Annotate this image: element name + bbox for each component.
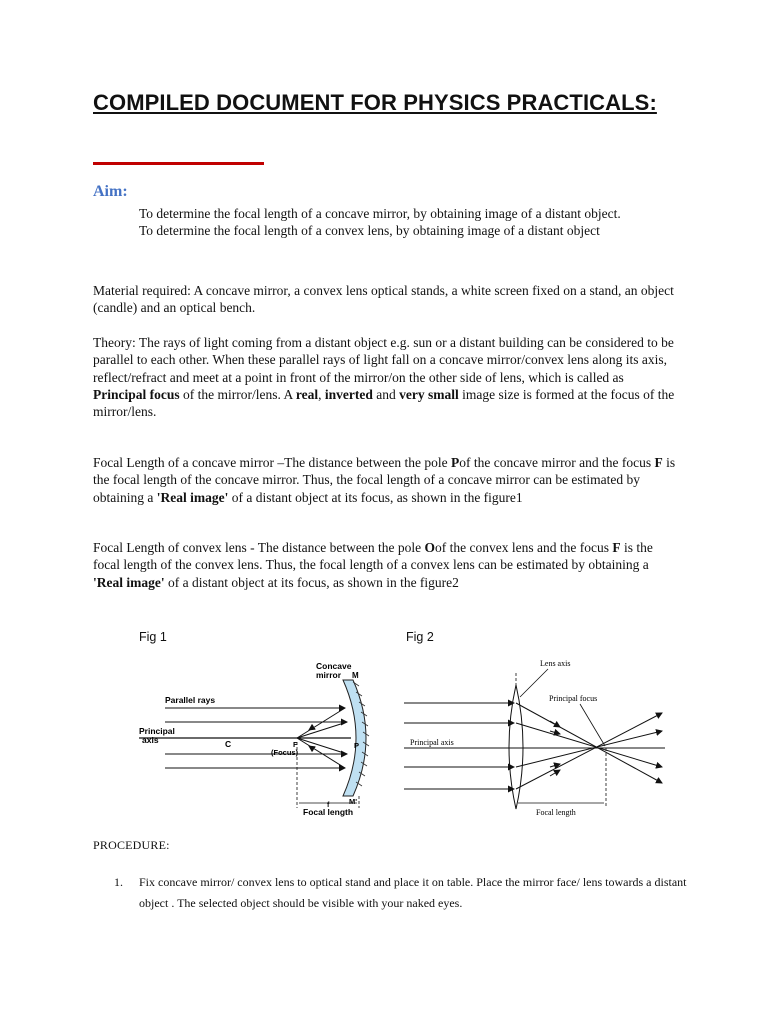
fig2-refracted-ray [516,731,662,767]
fig1-reflected-ray [297,708,345,738]
fig1-reflected-ray [297,738,345,768]
mirror-bold-term: F [654,455,663,470]
procedure-heading: PROCEDURE: [93,838,170,852]
fig2-refracted-ray [516,723,662,767]
lens-text: is the focal length of the convex lens. Thus, the focal length of a convex lens can be estimated by obtaining a [93,540,653,573]
fig1-focus-label: (Focus) [271,748,299,757]
fig1-c-label: C [225,739,232,749]
fig2-principal-axis-label: Principal axis [410,738,454,747]
fig1-axis-label: axis [142,735,159,745]
theory-text: , [318,386,325,402]
lens-bold-term: O [424,540,436,555]
aim-label: Aim: [93,183,128,200]
mirror-text: is the focal length of the concave mirror. Thus, the focal length of a concave mirror can be estimated by obtaining a [93,455,676,505]
mirror-text: of the concave mirror and the focus [459,455,655,470]
fig1-concave-label: Concave [316,661,352,671]
aim-item: To determine the focal length of a convex lens, by obtaining image of a distant object [139,223,600,239]
mirror-bold-term: 'Real image' [156,489,229,505]
fig1-reflected-ray [297,738,347,754]
fig1-parallel-rays-label: Parallel rays [165,695,216,705]
theory-text: image size is formed at the focus of the mirror/lens. [93,386,675,420]
fig1-m-bottom-label: M' [349,797,358,806]
lens-text: Focal Length of convex lens - The distance between the pole [93,540,425,555]
fig1-f-label: F [293,740,298,749]
convex-lens-diagram [400,655,668,821]
aim-item: To determine the focal length of a concave mirror, by obtaining image of a distant object. [139,206,621,221]
theory-bold-term: Principal focus [93,386,180,402]
document-title: COMPILED DOCUMENT FOR PHYSICS PRACTICALS: [93,90,657,115]
lens-text: of the convex lens and the focus [435,540,613,555]
convex-lens-shape [509,685,523,809]
mirror-text: Focal Length of a concave mirror –The distance between the pole [93,455,451,470]
aim-list [139,205,699,240]
fig1-m-top-label: M [352,671,359,680]
concave-mirror-diagram [137,658,377,818]
fig1-f-small-label: f [327,802,330,809]
theory-text: and [372,386,400,402]
theory-text: Theory: The rays of light coming from a distant object e.g. sun or a distant building can be considered to be parallel to each other. When these parallel rays of light fall on a concave mirror/convex lens along its axis, reflect/refract and meet at a point in front of the mirror/on the other side of lens, which is called as [93,335,674,385]
theory-bold-term: real [295,386,319,402]
lens-bold-term: F [612,540,621,555]
fig1-focal-length-label: Focal length [303,807,354,817]
fig2-focal-length-label: Focal length [536,808,576,817]
material-paragraph: Material required: A concave mirror, a convex lens optical stands, a white screen fixed on a stand, an object (candle) and an optical bench. [93,283,674,316]
procedure-step-number: 1. [114,875,123,889]
fig2-label-pointer [520,669,548,697]
theory-bold-term: inverted [324,386,373,402]
procedure-step-text: Fix concave mirror/ convex lens to optical stand and place it on table. Place the mirror face/ lens towards a distant object . The selected object should be visible with your naked eyes. [139,875,687,910]
fig1-principal-label: Principal [139,726,175,736]
lens-text: of a distant object at its focus, as shown in the figure2 [164,574,459,590]
mirror-bold-term: P [450,455,460,470]
fig2-lens-axis-label: Lens axis [540,659,571,668]
theory-text: of the mirror/lens. A [179,386,296,402]
fig2-refracted-ray [516,703,662,783]
title-underline-rule [93,162,264,165]
fig1-p-label: P [354,741,360,750]
lens-focal-length-paragraph [93,539,679,591]
figure-1-label: Fig 1 [139,630,167,644]
fig2-principal-focus-label: Principal focus [549,694,598,703]
fig1-reflected-ray [297,722,347,738]
lens-bold-term: 'Real image' [93,574,165,590]
fig2-refracted-arrow [550,721,560,727]
theory-bold-term: very small [399,386,459,402]
fig2-refracted-ray [516,713,662,789]
fig1-mirror-label: mirror [316,670,342,680]
figure-2-label: Fig 2 [406,630,434,644]
mirror-focal-length-paragraph [93,454,679,506]
theory-paragraph [93,334,679,420]
mirror-text: of a distant object at its focus, as shown in the figure1 [228,489,523,505]
